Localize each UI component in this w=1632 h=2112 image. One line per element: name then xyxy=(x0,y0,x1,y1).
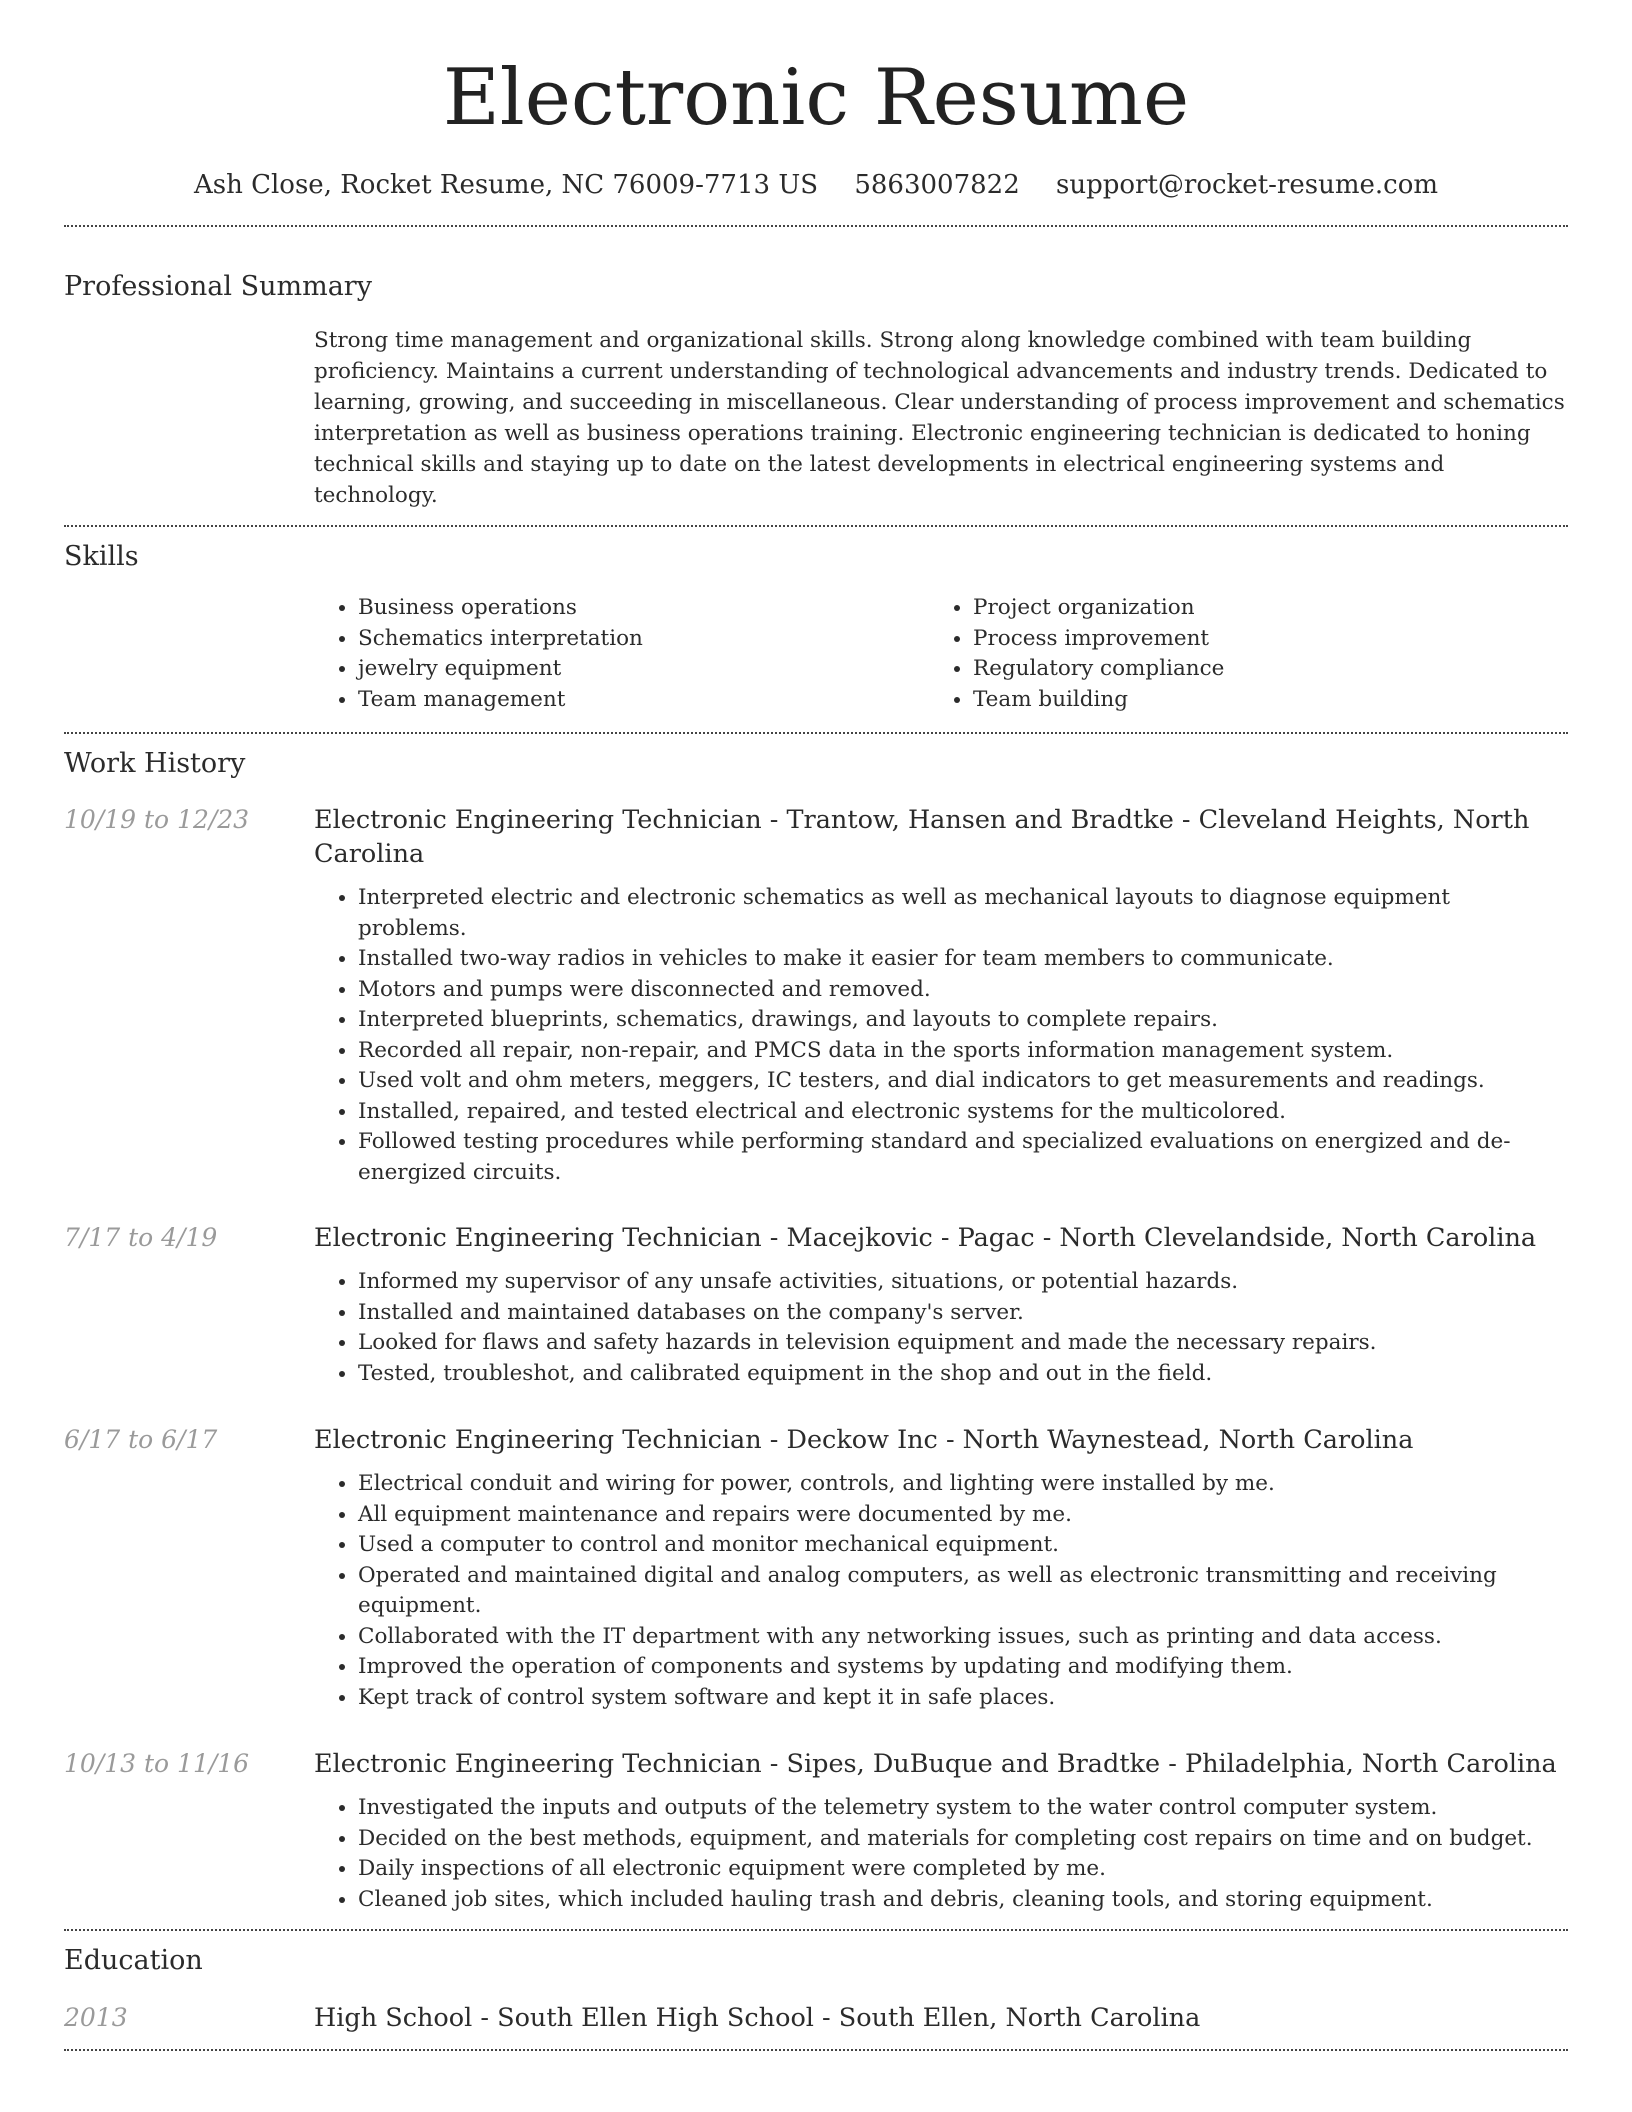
job-heading: Electronic Engineering Technician - Macejkovic - Pagac - North Clevelandside, North Carolina xyxy=(314,1223,1537,1253)
contact-line xyxy=(64,168,1568,202)
job-dates: 10/19 to 12/23 xyxy=(64,805,250,834)
education-year: 2013 xyxy=(64,2003,128,2032)
skill-item: • Business operations xyxy=(358,593,929,624)
job-dates: 10/13 to 11/16 xyxy=(64,1749,250,1778)
divider xyxy=(64,732,1568,734)
skill-item: • Process improvement xyxy=(973,624,1544,655)
job-bullet: • Improved the operation of components and systems by updating and modifying them. xyxy=(358,1652,1568,1683)
divider xyxy=(64,525,1568,527)
job-bullet: • Operated and maintained digital and analog computers, as well as electronic transmitting and receiving equipment. xyxy=(358,1561,1568,1622)
job-bullet: • Electrical conduit and wiring for power, controls, and lighting were installed by me. xyxy=(358,1469,1568,1500)
education-section-title: Education xyxy=(64,1945,203,1976)
education-entry xyxy=(64,2001,1568,2035)
skill-item: • Team management xyxy=(358,685,929,716)
job-body xyxy=(314,803,1568,1188)
job-body xyxy=(314,1423,1568,1713)
job-bullet: • Cleaned job sites, which included hauling trash and debris, cleaning tools, and storing equipment. xyxy=(358,1885,1568,1916)
job-bullet: • Collaborated with the IT department with any networking issues, such as printing and data access. xyxy=(358,1622,1568,1653)
skill-item: • Regulatory compliance xyxy=(973,654,1544,685)
contact-address: Ash Close, Rocket Resume, NC 76009-7713 US xyxy=(193,170,819,200)
job-entry xyxy=(64,1423,1568,1713)
skill-item: • Team building xyxy=(973,685,1544,716)
job-bullet: • Looked for flaws and safety hazards in television equipment and made the necessary repairs. xyxy=(358,1328,1568,1359)
job-bullet: • Daily inspections of all electronic equipment were completed by me. xyxy=(358,1854,1568,1885)
job-bullet: • Investigated the inputs and outputs of the telemetry system to the water control computer system. xyxy=(358,1793,1568,1824)
job-bullet: • Followed testing procedures while performing standard and specialized evaluations on energized and de-energized circuits. xyxy=(358,1127,1568,1188)
job-body xyxy=(314,1747,1568,1915)
skills-column-left xyxy=(314,593,929,715)
summary-section-title: Professional Summary xyxy=(64,271,372,302)
job-dates: 7/17 to 4/19 xyxy=(64,1223,218,1252)
job-bullet: • Motors and pumps were disconnected and removed. xyxy=(358,975,1568,1006)
job-bullets xyxy=(314,1793,1568,1915)
education-heading: High School - South Ellen High School - South Ellen, North Carolina xyxy=(314,2003,1201,2033)
job-bullet: • All equipment maintenance and repairs were documented by me. xyxy=(358,1500,1568,1531)
job-heading: Electronic Engineering Technician - Deckow Inc - North Waynestead, North Carolina xyxy=(314,1425,1414,1455)
skills-grid xyxy=(314,593,1568,715)
job-bullet: • Installed and maintained databases on the company's server. xyxy=(358,1298,1568,1329)
job-bullet: • Recorded all repair, non-repair, and PMCS data in the sports information management system. xyxy=(358,1036,1568,1067)
contact-email: support@rocket-resume.com xyxy=(1056,170,1439,200)
education-body xyxy=(314,2001,1568,2035)
job-bullet: • Installed two-way radios in vehicles to make it easier for team members to communicate. xyxy=(358,944,1568,975)
resume-name: Electronic Resume xyxy=(442,53,1190,143)
job-entry xyxy=(64,1221,1568,1389)
skill-item: • jewelry equipment xyxy=(358,654,929,685)
job-bullet: • Used a computer to control and monitor mechanical equipment. xyxy=(358,1530,1568,1561)
job-entry xyxy=(64,1747,1568,1915)
job-bullet: • Used volt and ohm meters, meggers, IC testers, and dial indicators to get measurements and readings. xyxy=(358,1066,1568,1097)
job-body xyxy=(314,1221,1568,1389)
divider xyxy=(64,225,1568,227)
job-bullets xyxy=(314,1469,1568,1713)
work-section-title: Work History xyxy=(64,748,246,779)
skills-section-title: Skills xyxy=(64,541,139,572)
divider xyxy=(64,2049,1568,2051)
skills-column-right xyxy=(929,593,1544,715)
job-dates: 6/17 to 6/17 xyxy=(64,1425,218,1454)
job-bullet: • Interpreted blueprints, schematics, drawings, and layouts to complete repairs. xyxy=(358,1005,1568,1036)
job-bullet: • Tested, troubleshot, and calibrated equipment in the shop and out in the field. xyxy=(358,1359,1568,1390)
divider xyxy=(64,1929,1568,1931)
skill-item: • Project organization xyxy=(973,593,1544,624)
summary-text: Strong time management and organizational skills. Strong along knowledge combined with team building proficiency. Maintains a current understanding of technological advancements and industry trends. Dedicated to learning, growing, and succeeding in miscellaneous. Clear understanding of process improvement and schematics interpretation as well as business operations training. Electronic engineering technician is dedicated to honing technical skills and staying up to date on the latest developments in electrical engineering systems and technology. xyxy=(314,328,1565,508)
job-entry xyxy=(64,803,1568,1188)
job-bullet: • Kept track of control system software and kept it in safe places. xyxy=(358,1683,1568,1714)
job-heading: Electronic Engineering Technician - Trantow, Hansen and Bradtke - Cleveland Heights, North Carolina xyxy=(314,805,1530,869)
job-bullet: • Decided on the best methods, equipment, and materials for completing cost repairs on time and on budget. xyxy=(358,1824,1568,1855)
job-bullets xyxy=(314,883,1568,1188)
contact-phone: 5863007822 xyxy=(854,170,1020,200)
job-bullet: • Installed, repaired, and tested electrical and electronic systems for the multicolored. xyxy=(358,1097,1568,1128)
job-bullet: • Interpreted electric and electronic schematics as well as mechanical layouts to diagnose equipment problems. xyxy=(358,883,1568,944)
job-bullets xyxy=(314,1267,1568,1389)
job-heading: Electronic Engineering Technician - Sipes, DuBuque and Bradtke - Philadelphia, North Carolina xyxy=(314,1749,1557,1779)
job-bullet: • Informed my supervisor of any unsafe activities, situations, or potential hazards. xyxy=(358,1267,1568,1298)
skill-item: • Schematics interpretation xyxy=(358,624,929,655)
